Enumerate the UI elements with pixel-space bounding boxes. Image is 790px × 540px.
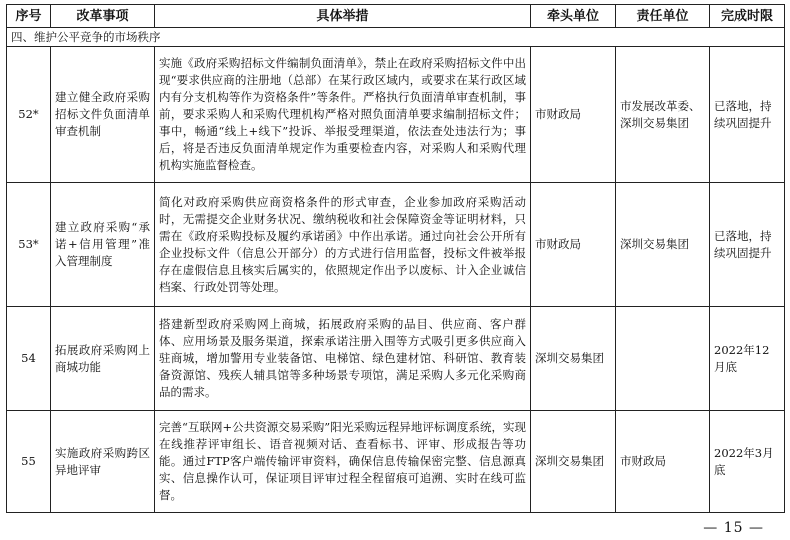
row-deadline: 2022年12月底	[710, 307, 785, 411]
section-title: 四、维护公平竞争的市场秩序	[7, 28, 785, 47]
row-item: 建立健全政府采购招标文件负面清单审查机制	[51, 47, 155, 183]
row-lead: 市财政局	[531, 47, 616, 183]
row-measures: 实施《政府采购招标文件编制负面清单》，禁止在政府采购招标文件中出现“要求供应商的注册地（总部）在某行政区域内，或要求在某行政区域内有分支机构等作为资格条件”等条件。严格执行负面清单审查机制，事前，要求采购人和采购代理机构严格对照负面清单要求编制招标文件；事中，畅通“线上+线下”投诉、举报受理渠道，依法查处违法行为；事后，将是否违反负面清单规定作为重要检查内容，对采购人和采购代理机构实施监督检查。	[155, 47, 531, 183]
row-lead: 深圳交易集团	[531, 411, 616, 513]
section-row	[7, 28, 785, 47]
row-deadline: 已落地，持续巩固提升	[710, 47, 785, 183]
table-row	[7, 183, 785, 307]
page-number: — 15 —	[703, 520, 764, 536]
table-row	[7, 411, 785, 513]
row-item: 拓展政府采购网上商城功能	[51, 307, 155, 411]
header-no: 序号	[7, 5, 51, 28]
header-item: 改革事项	[51, 5, 155, 28]
row-responsible: 市发展改革委、深圳交易集团	[616, 47, 710, 183]
row-no: 52*	[7, 47, 51, 183]
table-row	[7, 307, 785, 411]
header-responsible: 责任单位	[616, 5, 710, 28]
row-lead: 市财政局	[531, 183, 616, 307]
row-responsible: 市财政局	[616, 411, 710, 513]
row-no: 53*	[7, 183, 51, 307]
header-lead: 牵头单位	[531, 5, 616, 28]
reform-table	[6, 4, 785, 513]
row-deadline: 已落地，持续巩固提升	[710, 183, 785, 307]
row-measures: 简化对政府采购供应商资格条件的形式审查，企业参加政府采购活动时，无需提交企业财务状况、缴纳税收和社会保障资金等证明材料，只需在《政府采购投标及履约承诺函》中作出承诺。通过向社会公开所有企业投标文件（信息公开部分）的方式进行信用监督，投标文件被举报存在虚假信息且核实后属实的，依照规定作出予以废标、计入企业诚信档案、行政处罚等处理。	[155, 183, 531, 307]
row-responsible: 深圳交易集团	[616, 183, 710, 307]
row-lead: 深圳交易集团	[531, 307, 616, 411]
row-deadline: 2022年3月底	[710, 411, 785, 513]
row-no: 55	[7, 411, 51, 513]
table-row	[7, 47, 785, 183]
row-item: 实施政府采购跨区异地评审	[51, 411, 155, 513]
header-measures: 具体举措	[155, 5, 531, 28]
row-responsible	[616, 307, 710, 411]
table-header-row	[7, 5, 785, 28]
header-deadline: 完成时限	[710, 5, 785, 28]
row-measures: 完善“互联网+公共资源交易采购”阳光采购远程异地评标调度系统，实现在线推荐评审组长、语音视频对话、查看标书、评审、形成报告等功能。通过FTP客户端传输评审资料，确保信息传输保密完整、信息源真实、信息操作认可，保证项目评审过程全程留痕可追溯、实时在线可监督。	[155, 411, 531, 513]
row-measures: 搭建新型政府采购网上商城，拓展政府采购的品目、供应商、客户群体、应用场景及服务渠道，探索承诺注册入围等方式吸引更多供应商入驻商城，增加警用专业装备馆、电梯馆、绿色建材馆、科研馆、教育装备资源馆、残疾人辅具馆等多种场景专项馆，满足采购人多元化采购商品的需求。	[155, 307, 531, 411]
row-item: 建立政府采购“承诺+信用管理”准入管理制度	[51, 183, 155, 307]
row-no: 54	[7, 307, 51, 411]
